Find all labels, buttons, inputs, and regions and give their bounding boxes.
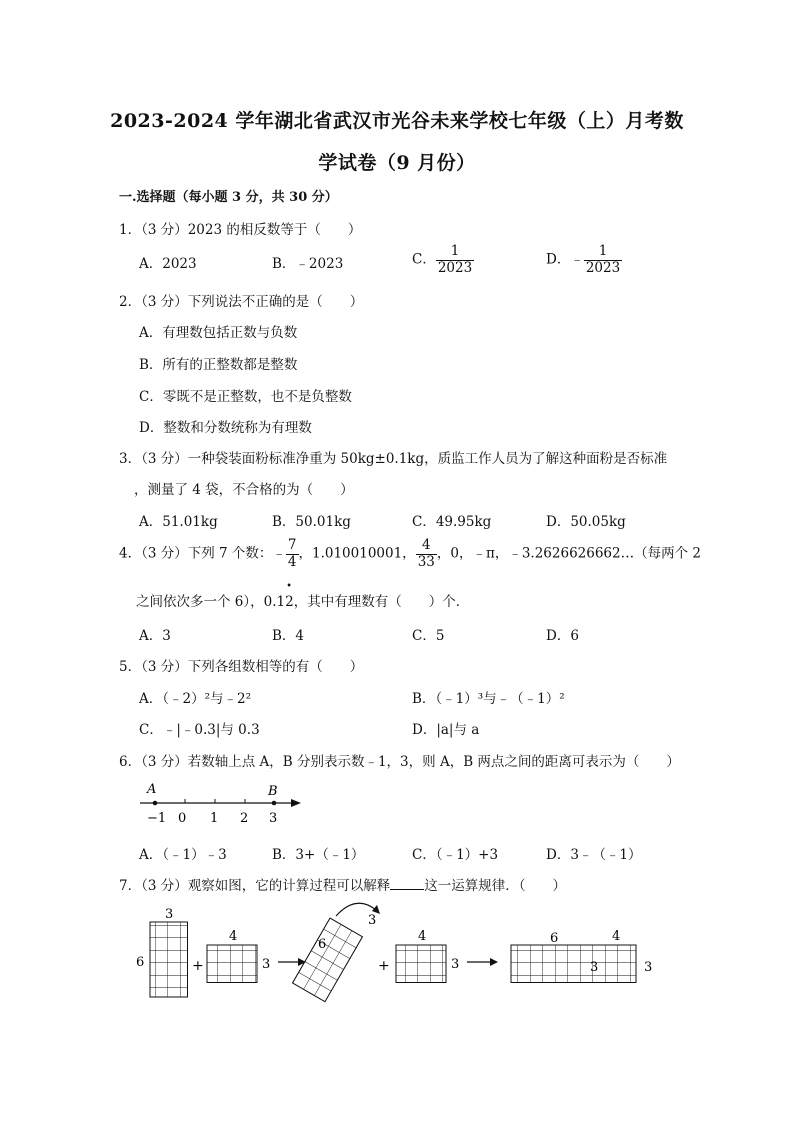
q5-option-c: C．﹣|﹣0.3|与 0.3 [139,722,260,738]
q5-option-d: D．|a|与 a [412,722,480,738]
q4-option-b: B．4 [272,628,305,644]
q4-stem-line1 [119,538,701,570]
q1-option-c-prefix: C． [412,251,436,268]
grid-3x6 [150,922,188,997]
q6-option-b: B．3+（﹣1） [272,847,365,863]
q3-option-d: D．50.05kg [546,514,626,530]
fraction-numerator: 4 [416,538,437,555]
q7-stem-prefix: 7．（3 分）观察如图，它的计算过程可以解释 [119,878,391,894]
fraction-denominator: 33 [417,553,435,570]
rotated-grid-3x6 [293,918,363,1002]
q2-stem: 2．（3 分）下列说法不正确的是（ ） [119,294,364,310]
tick-label: 1 [210,811,219,826]
q1-option-c-fraction [436,244,474,276]
grid5-label-right-3: 3 [644,960,653,975]
grid5-label-inner-3: 3 [590,960,599,975]
grid1-height-label: 6 [136,955,145,970]
point-b-label: B [268,784,278,799]
q4-stem2-suffix: ，其中有理数有（ ）个． [293,594,470,610]
grid-4x3-second [396,945,446,983]
q4-fraction-1 [286,538,299,570]
answer-blank [390,877,424,890]
grid-10x3 [511,945,636,983]
q6-option-c: C．（﹣1）+3 [412,847,499,863]
grid5-label-4: 4 [612,929,621,944]
q1-option-a: A．2023 [139,256,197,272]
q3-stem-line2: ，测量了 4 袋，不合格的为（ ） [134,482,354,498]
grid2-height-label: 3 [262,957,271,972]
q1-option-c [412,244,474,276]
right-arrow-icon [278,958,306,966]
grid5-label-6: 6 [550,931,559,946]
q4-stem-mid2: ，0，﹣π，﹣3.2626626662…（每两个 2 [436,545,701,562]
right-arrow-icon [467,958,498,966]
repeating-digit: • 2 [285,594,294,610]
plus-sign: + [192,958,204,974]
q1-stem: 1．（3 分）2023 的相反数等于（ ） [119,222,362,238]
q4-stem-mid1: ，1.010010001， [298,545,416,562]
grid-4x3 [207,945,257,983]
q4-option-d: D．6 [546,628,579,644]
q4-stem-prefix: 4．（3 分）下列 7 个数：﹣ [119,545,286,562]
q1-option-d-fraction [584,244,622,276]
q5-option-a: A．（﹣2）²与﹣2² [139,691,252,707]
grid4-height-label: 3 [451,957,460,972]
q6-stem: 6．（3 分）若数轴上点 A，B 分别表示数﹣1，3，则 A，B 两点之间的距离可表示为（ ） [119,754,680,770]
point-a-label: A [147,782,157,797]
plus-sign: + [378,958,390,974]
q3-option-c: C．49.95kg [412,514,492,530]
q2-option-b: B．所有的正整数都是整数 [139,357,298,373]
q1-option-d [546,244,622,276]
q5-option-b: B．（﹣1）³与﹣（﹣1）² [412,691,565,707]
q3-stem-line1: 3．（3 分）一种袋装面粉标准净重为 50kg±0.1kg，质监工作人员为了解这种面粉是否标准 [119,451,668,467]
q2-option-d: D．整数和分数统称为有理数 [139,420,312,436]
q1-option-b: B．﹣2023 [272,256,344,272]
grid3-height-label: 6 [318,937,327,952]
page-title-line2: 学试卷（9 月份） [318,152,476,174]
fraction-denominator: 2023 [585,259,621,276]
fraction-denominator: 4 [287,553,297,570]
grid-figure [130,900,670,1015]
q5-stem: 5．（3 分）下列各组数相等的有（ ） [119,659,364,675]
tick-label: −1 [147,811,167,826]
grid3-width-label: 3 [368,913,377,928]
fraction-numerator: 1 [584,244,622,261]
tick-label: 0 [178,811,187,826]
point-a-dot [153,801,158,806]
q4-fraction-2 [416,538,437,570]
grid1-width-label: 3 [165,907,174,922]
q2-option-c: C．零既不是正整数，也不是负整数 [139,389,352,405]
point-b-dot [272,801,277,806]
tick-label: 3 [269,811,278,826]
q4-stem2-prefix: 之间依次多一个 6），0.1 [136,594,286,610]
q6-option-d: D．3﹣（﹣1） [546,847,642,863]
number-line-figure [135,778,310,828]
fraction-denominator: 2023 [437,259,473,276]
grid2-width-label: 4 [229,929,238,944]
arrow-head-icon [291,799,301,807]
q4-option-a: A．3 [139,628,171,644]
q3-option-a: A．51.01kg [139,514,218,530]
tick-label: 2 [240,811,249,826]
q1-option-d-prefix: D．﹣ [546,251,584,268]
fraction-numerator: 7 [287,537,297,553]
q7-stem-suffix: 这一运算规律．（ ） [424,878,566,894]
q7-stem [119,874,566,894]
q3-option-b: B．50.01kg [272,514,351,530]
page-title-line1: 2023-2024 学年湖北省武汉市光谷未来学校七年级（上）月考数 [110,110,684,132]
q6-option-a: A．（﹣1）﹣3 [139,847,227,863]
q2-option-a: A．有理数包括正数与负数 [139,325,298,341]
fraction-numerator: 1 [436,244,474,261]
q4-stem-line2 [136,590,469,610]
grid4-width-label: 4 [418,929,427,944]
section-heading: 一.选择题（每小题 3 分，共 30 分） [119,190,338,205]
q4-option-c: C．5 [412,628,445,644]
